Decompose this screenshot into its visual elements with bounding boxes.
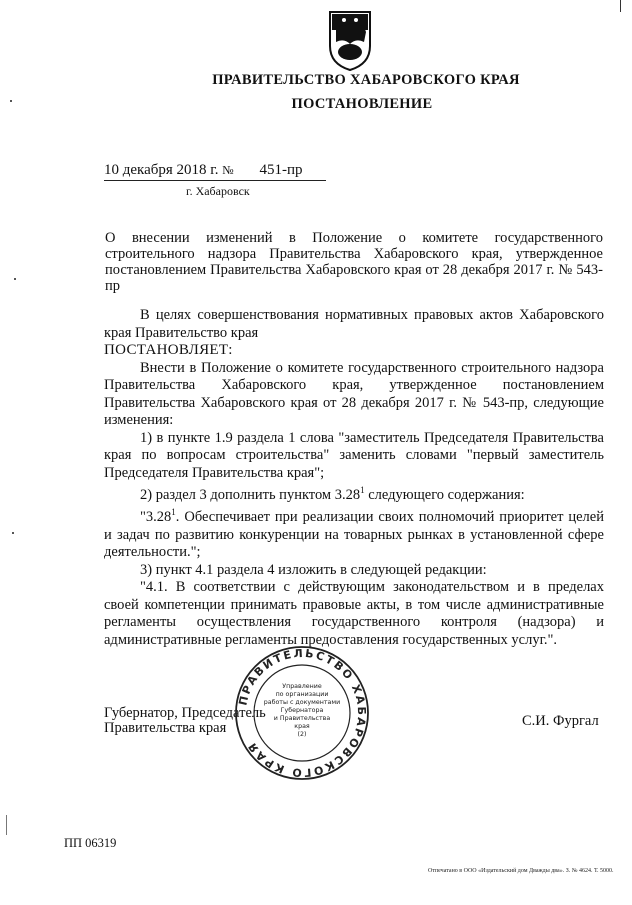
document-number: 451-пр	[259, 162, 303, 178]
scan-mark	[12, 532, 14, 534]
official-stamp	[233, 644, 371, 782]
clause-text-b: . Обеспечивает при реализации своих полномочий приоритет целей и задач по развитию конкуренции на товарных рынках в установленной сфере деятельности.";	[104, 509, 604, 561]
item-2-text-b: следующего содержания:	[364, 486, 525, 503]
document-subject: О внесении изменений в Положение о комитете государственного строительного надзора Правительства Хабаровского края, утвержденное постановлением Правительства Хабаровского края от 28 декабря 2017 г. № 543-пр	[105, 230, 603, 294]
stamp-line-6: края	[294, 723, 310, 730]
paragraph-item-3: 3) пункт 4.1 раздела 4 изложить в следующей редакции:	[140, 561, 487, 578]
printing-note: Отпечатано в ООО «Издательский дом Дважды два». З. № 4624. Т. 5000.	[428, 868, 614, 874]
paragraph-item-2	[104, 482, 604, 504]
scan-edge-line	[6, 815, 7, 835]
signatory-title-line-2: Правительства края	[104, 720, 227, 736]
stamp-line-3: работы с документами	[263, 699, 341, 706]
stamp-line-7: (2)	[297, 731, 307, 738]
city-label: г. Хабаровск	[186, 184, 250, 198]
preamble-paragraph: В целях совершенствования нормативных правовых актов Хабаровского края Правительство края	[104, 307, 604, 341]
stamp-ring-text: ПРАВИТЕЛЬСТВО ХАБАРОВСКОГО КРАЯ	[236, 646, 369, 780]
resolves-heading: ПОСТАНОВЛЯЕТ:	[104, 342, 233, 358]
document-code: ПП 06319	[64, 836, 117, 850]
clause-text-a: "3.28	[140, 509, 172, 526]
document-date: 10 декабря 2018 г.	[104, 162, 219, 178]
document-body	[104, 307, 604, 649]
signatory-name: С.И. Фургал	[522, 713, 599, 729]
paragraph-1: Внести в Положение о комитете государственного строительного надзора Правительства Хабаровского края, утвержденное постановлением Правительства Хабаровского края от 28 декабря 2017 г. № 543-пр, следующие изменения:	[104, 359, 604, 428]
stamp-line-4: Губернатора	[280, 707, 324, 714]
paragraph-item-1: 1) в пункте 1.9 раздела 1 слова "заместитель Председателя Правительства края по вопросам строительства" заменить словами "первый заместитель Председателя Правительства края";	[104, 429, 604, 481]
stamp-line-2: по организации	[275, 691, 329, 698]
stamp-line-1: Управление	[282, 683, 322, 690]
signatory-title-line-1: Губернатор, Председатель	[104, 705, 266, 721]
stamp-line-5: и Правительства	[273, 715, 331, 722]
scan-mark	[10, 100, 12, 102]
government-title: ПРАВИТЕЛЬСТВО ХАБАРОВСКОГО КРАЯ	[212, 72, 520, 88]
document-type: ПОСТАНОВЛЕНИЕ	[291, 96, 433, 112]
scan-mark	[14, 278, 16, 280]
item-2-superscript: 1	[360, 485, 365, 495]
coat-of-arms-emblem	[326, 8, 374, 72]
clause-superscript: 1	[171, 507, 176, 518]
scan-corner-line	[620, 0, 621, 12]
item-2-text-a: 2) раздел 3 дополнить пунктом 3.28	[140, 486, 361, 503]
number-sign: №	[222, 163, 234, 177]
date-underline	[104, 180, 326, 181]
paragraph-clause-3-28	[104, 504, 604, 561]
date-number-line	[104, 162, 302, 179]
paragraph-clause-4-1: "4.1. В соответствии с действующим законодательством и в пределах своей компетенции принимать правовые акты, в том числе административные регламенты осуществления государственного контроля (надзора) и административные регламенты предоставления государственных услуг.".	[104, 579, 604, 648]
